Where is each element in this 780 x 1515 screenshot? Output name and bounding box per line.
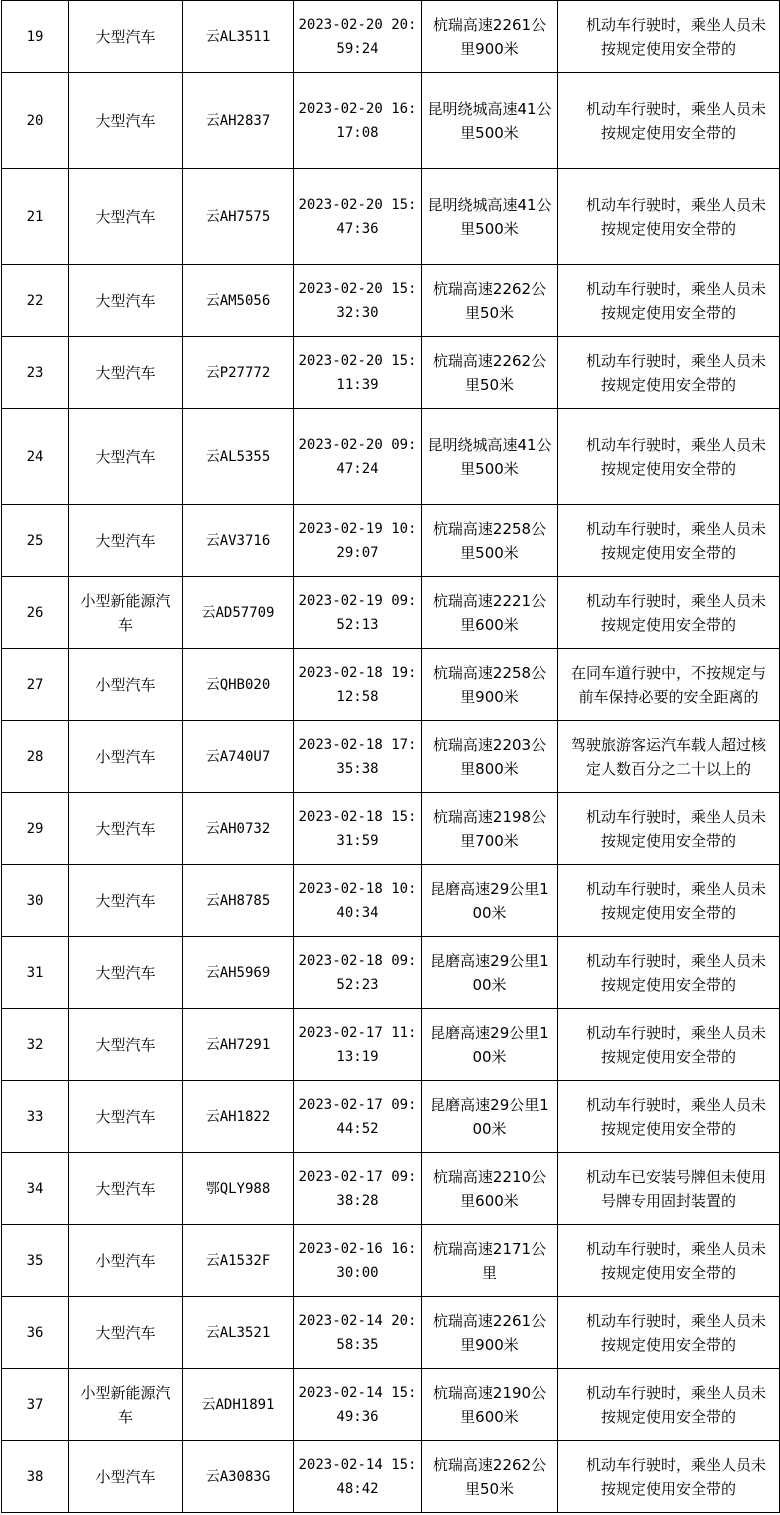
violation-location-cell: 杭瑞高速2190公里600米 — [422, 1369, 558, 1441]
violation-location-cell: 昆磨高速29公里100米 — [422, 865, 558, 937]
vehicle-type-cell: 小型汽车 — [69, 649, 183, 721]
table-row — [2, 73, 780, 169]
row-index-cell: 30 — [2, 865, 69, 937]
violation-location-cell: 杭瑞高速2171公里 — [422, 1225, 558, 1297]
vehicle-type-cell: 大型汽车 — [69, 865, 183, 937]
row-index-cell: 33 — [2, 1081, 69, 1153]
vehicle-type-cell: 大型汽车 — [69, 265, 183, 337]
violation-time-cell: 2023-02-20 09:47:24 — [294, 409, 422, 505]
violation-location-cell: 杭瑞高速2261公里900米 — [422, 1297, 558, 1369]
violation-time-cell: 2023-02-19 10:29:07 — [294, 505, 422, 577]
vehicle-type-cell: 小型新能源汽车 — [69, 1369, 183, 1441]
vehicle-type-cell: 小型汽车 — [69, 1441, 183, 1513]
violation-description-cell: 机动车行驶时，乘坐人员未按规定使用安全带的 — [558, 1009, 780, 1081]
vehicle-type-cell: 大型汽车 — [69, 1081, 183, 1153]
violation-time-cell: 2023-02-18 15:31:59 — [294, 793, 422, 865]
table-row — [2, 1081, 780, 1153]
violation-location-cell: 昆磨高速29公里100米 — [422, 1009, 558, 1081]
table-row — [2, 649, 780, 721]
row-index-cell: 31 — [2, 937, 69, 1009]
violation-description-cell: 机动车行驶时，乘坐人员未按规定使用安全带的 — [558, 865, 780, 937]
table-row — [2, 337, 780, 409]
plate-number-cell: 云AL3511 — [183, 1, 294, 73]
table-row — [2, 1153, 780, 1225]
table-row — [2, 865, 780, 937]
plate-number-cell: 云A1532F — [183, 1225, 294, 1297]
vehicle-type-cell: 小型新能源汽车 — [69, 577, 183, 649]
row-index-cell: 22 — [2, 265, 69, 337]
violation-description-cell: 机动车行驶时，乘坐人员未按规定使用安全带的 — [558, 1081, 780, 1153]
plate-number-cell: 云P27772 — [183, 337, 294, 409]
violation-location-cell: 昆磨高速29公里100米 — [422, 1081, 558, 1153]
violation-time-cell: 2023-02-14 15:49:36 — [294, 1369, 422, 1441]
plate-number-cell: 云A740U7 — [183, 721, 294, 793]
violation-location-cell: 杭瑞高速2258公里900米 — [422, 649, 558, 721]
table-row — [2, 505, 780, 577]
row-index-cell: 28 — [2, 721, 69, 793]
plate-number-cell: 云AH1822 — [183, 1081, 294, 1153]
row-index-cell: 20 — [2, 73, 69, 169]
row-index-cell: 24 — [2, 409, 69, 505]
vehicle-type-cell: 大型汽车 — [69, 337, 183, 409]
plate-number-cell: 云AH2837 — [183, 73, 294, 169]
plate-number-cell: 鄂QLY988 — [183, 1153, 294, 1225]
table-row — [2, 1369, 780, 1441]
violation-description-cell: 机动车行驶时，乘坐人员未按规定使用安全带的 — [558, 1441, 780, 1513]
row-index-cell: 19 — [2, 1, 69, 73]
plate-number-cell: 云AH7291 — [183, 1009, 294, 1081]
plate-number-cell: 云AH5969 — [183, 937, 294, 1009]
vehicle-type-cell: 小型汽车 — [69, 1225, 183, 1297]
violation-description-cell: 机动车行驶时，乘坐人员未按规定使用安全带的 — [558, 169, 780, 265]
violation-description-cell: 机动车行驶时，乘坐人员未按规定使用安全带的 — [558, 937, 780, 1009]
violation-description-cell: 机动车行驶时，乘坐人员未按规定使用安全带的 — [558, 265, 780, 337]
violation-time-cell: 2023-02-19 09:52:13 — [294, 577, 422, 649]
violation-description-cell: 机动车行驶时，乘坐人员未按规定使用安全带的 — [558, 1225, 780, 1297]
vehicle-type-cell: 大型汽车 — [69, 169, 183, 265]
violation-time-cell: 2023-02-17 11:13:19 — [294, 1009, 422, 1081]
violation-time-cell: 2023-02-20 15:32:30 — [294, 265, 422, 337]
violation-location-cell: 杭瑞高速2262公里50米 — [422, 1441, 558, 1513]
plate-number-cell: 云A3083G — [183, 1441, 294, 1513]
plate-number-cell: 云AM5056 — [183, 265, 294, 337]
row-index-cell: 21 — [2, 169, 69, 265]
violation-description-cell: 在同车道行驶中，不按规定与前车保持必要的安全距离的 — [558, 649, 780, 721]
plate-number-cell: 云AL3521 — [183, 1297, 294, 1369]
violation-description-cell: 机动车行驶时，乘坐人员未按规定使用安全带的 — [558, 337, 780, 409]
plate-number-cell: 云AL5355 — [183, 409, 294, 505]
table-row — [2, 409, 780, 505]
violation-location-cell: 昆明绕城高速41公里500米 — [422, 169, 558, 265]
table-row — [2, 169, 780, 265]
violation-time-cell: 2023-02-17 09:44:52 — [294, 1081, 422, 1153]
violation-time-cell: 2023-02-18 09:52:23 — [294, 937, 422, 1009]
violation-description-cell: 驾驶旅游客运汽车载人超过核定人数百分之二十以上的 — [558, 721, 780, 793]
violation-time-cell: 2023-02-20 15:47:36 — [294, 169, 422, 265]
violation-location-cell: 杭瑞高速2262公里50米 — [422, 337, 558, 409]
violation-location-cell: 杭瑞高速2198公里700米 — [422, 793, 558, 865]
row-index-cell: 36 — [2, 1297, 69, 1369]
plate-number-cell: 云AH0732 — [183, 793, 294, 865]
table-row — [2, 265, 780, 337]
violation-location-cell: 杭瑞高速2262公里50米 — [422, 265, 558, 337]
row-index-cell: 38 — [2, 1441, 69, 1513]
plate-number-cell: 云AH8785 — [183, 865, 294, 937]
violation-description-cell: 机动车行驶时，乘坐人员未按规定使用安全带的 — [558, 1369, 780, 1441]
table-row — [2, 1, 780, 73]
row-index-cell: 34 — [2, 1153, 69, 1225]
plate-number-cell: 云ADH1891 — [183, 1369, 294, 1441]
violation-location-cell: 杭瑞高速2210公里600米 — [422, 1153, 558, 1225]
row-index-cell: 32 — [2, 1009, 69, 1081]
table-row — [2, 937, 780, 1009]
row-index-cell: 25 — [2, 505, 69, 577]
row-index-cell: 29 — [2, 793, 69, 865]
violation-time-cell: 2023-02-18 17:35:38 — [294, 721, 422, 793]
violation-time-cell: 2023-02-20 16:17:08 — [294, 73, 422, 169]
violation-time-cell: 2023-02-18 19:12:58 — [294, 649, 422, 721]
violation-description-cell: 机动车行驶时，乘坐人员未按规定使用安全带的 — [558, 1297, 780, 1369]
table-row — [2, 1225, 780, 1297]
table-row — [2, 793, 780, 865]
violation-description-cell: 机动车行驶时，乘坐人员未按规定使用安全带的 — [558, 1, 780, 73]
vehicle-type-cell: 大型汽车 — [69, 73, 183, 169]
violation-time-cell: 2023-02-14 15:48:42 — [294, 1441, 422, 1513]
violation-records-body — [2, 1, 780, 1513]
violation-records-table — [1, 0, 780, 1513]
plate-number-cell: 云AD57709 — [183, 577, 294, 649]
table-row — [2, 577, 780, 649]
vehicle-type-cell: 大型汽车 — [69, 505, 183, 577]
table-row — [2, 1297, 780, 1369]
violation-time-cell: 2023-02-17 09:38:28 — [294, 1153, 422, 1225]
violation-location-cell: 昆明绕城高速41公里500米 — [422, 73, 558, 169]
violation-description-cell: 机动车已安装号牌但未使用号牌专用固封装置的 — [558, 1153, 780, 1225]
row-index-cell: 37 — [2, 1369, 69, 1441]
violation-description-cell: 机动车行驶时，乘坐人员未按规定使用安全带的 — [558, 577, 780, 649]
row-index-cell: 35 — [2, 1225, 69, 1297]
plate-number-cell: 云AH7575 — [183, 169, 294, 265]
vehicle-type-cell: 大型汽车 — [69, 1009, 183, 1081]
vehicle-type-cell: 大型汽车 — [69, 937, 183, 1009]
violation-location-cell: 昆明绕城高速41公里500米 — [422, 409, 558, 505]
plate-number-cell: 云QHB020 — [183, 649, 294, 721]
violation-time-cell: 2023-02-14 20:58:35 — [294, 1297, 422, 1369]
violation-description-cell: 机动车行驶时，乘坐人员未按规定使用安全带的 — [558, 505, 780, 577]
row-index-cell: 23 — [2, 337, 69, 409]
table-row — [2, 1441, 780, 1513]
vehicle-type-cell: 大型汽车 — [69, 409, 183, 505]
vehicle-type-cell: 大型汽车 — [69, 1153, 183, 1225]
row-index-cell: 27 — [2, 649, 69, 721]
violation-description-cell: 机动车行驶时，乘坐人员未按规定使用安全带的 — [558, 793, 780, 865]
violation-location-cell: 昆磨高速29公里100米 — [422, 937, 558, 1009]
violation-description-cell: 机动车行驶时，乘坐人员未按规定使用安全带的 — [558, 73, 780, 169]
violation-time-cell: 2023-02-20 15:11:39 — [294, 337, 422, 409]
vehicle-type-cell: 小型汽车 — [69, 721, 183, 793]
vehicle-type-cell: 大型汽车 — [69, 1, 183, 73]
table-row — [2, 1009, 780, 1081]
violation-location-cell: 杭瑞高速2261公里900米 — [422, 1, 558, 73]
vehicle-type-cell: 大型汽车 — [69, 1297, 183, 1369]
row-index-cell: 26 — [2, 577, 69, 649]
violation-location-cell: 杭瑞高速2203公里800米 — [422, 721, 558, 793]
violation-time-cell: 2023-02-16 16:30:00 — [294, 1225, 422, 1297]
plate-number-cell: 云AV3716 — [183, 505, 294, 577]
violation-location-cell: 杭瑞高速2221公里600米 — [422, 577, 558, 649]
violation-time-cell: 2023-02-18 10:40:34 — [294, 865, 422, 937]
violation-location-cell: 杭瑞高速2258公里500米 — [422, 505, 558, 577]
violation-time-cell: 2023-02-20 20:59:24 — [294, 1, 422, 73]
vehicle-type-cell: 大型汽车 — [69, 793, 183, 865]
table-row — [2, 721, 780, 793]
violation-description-cell: 机动车行驶时，乘坐人员未按规定使用安全带的 — [558, 409, 780, 505]
